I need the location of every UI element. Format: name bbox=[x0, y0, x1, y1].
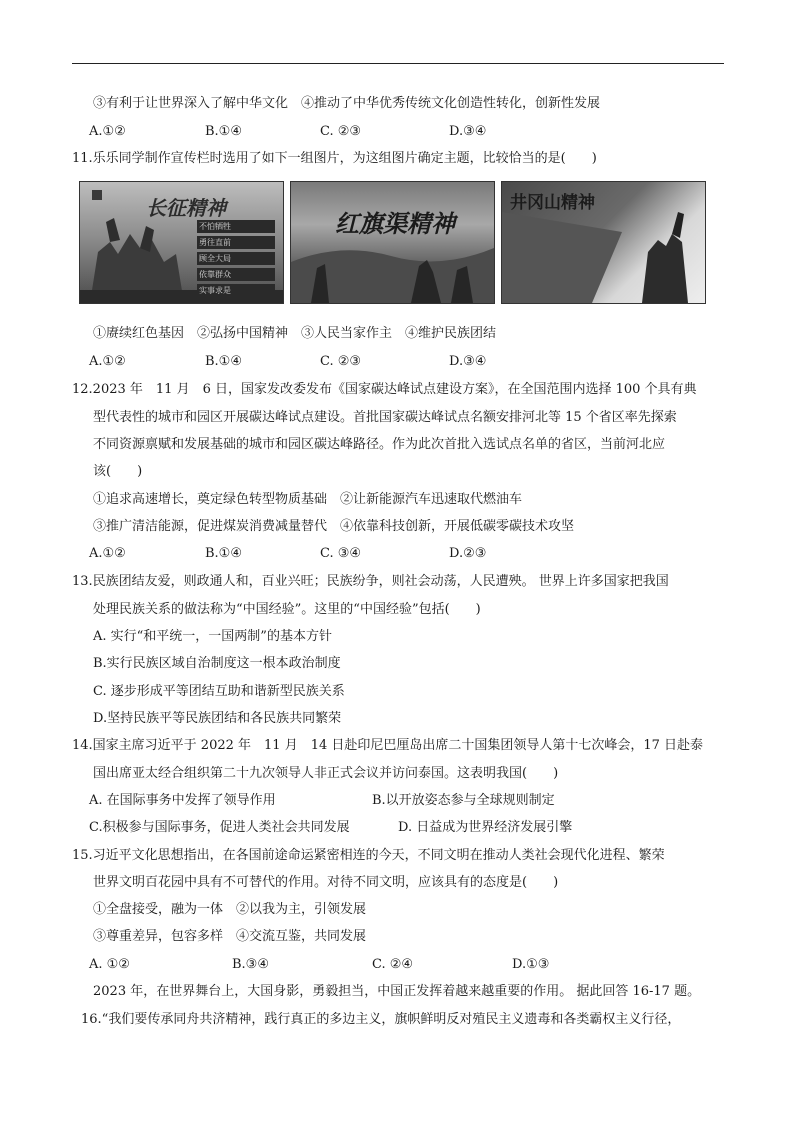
photo-1-slogans bbox=[197, 220, 275, 300]
q10-option-d: D.③④ bbox=[449, 124, 487, 139]
q15-option-d: D.①③ bbox=[512, 957, 550, 972]
q12-option-a: A.①② bbox=[89, 546, 126, 561]
q13-option-b: B.实行民族区域自治制度这一根本政治制度 bbox=[93, 656, 341, 671]
q13-option-d: D.坚持民族平等民族团结和各民族共同繁荣 bbox=[93, 711, 342, 726]
photo-2-caption: 红旗渠精神 bbox=[335, 209, 455, 238]
q11-items: ①赓续红色基因 ②弘扬中国精神 ③人民当家作主 ④维护民族团结 bbox=[93, 326, 497, 341]
q12-option-d: D.②③ bbox=[449, 546, 487, 561]
slogan-1: 不怕牺牲 bbox=[197, 220, 275, 233]
q12-line-4: 该( ) bbox=[93, 464, 143, 479]
q12-items-1: ①追求高速增长，奠定绿色转型物质基础 ②让新能源汽车迅速取代燃油车 bbox=[93, 492, 523, 507]
q10-option-c: C. ②③ bbox=[320, 124, 362, 139]
slogan-3: 顾全大局 bbox=[197, 252, 275, 265]
intro-16-17: 2023 年，在世界舞台上，大国身影，勇毅担当，中国正发挥着越来越重要的作用。 据此回答 16-17 题。 bbox=[93, 984, 701, 999]
photo-jinggangshan-spirit bbox=[501, 181, 706, 304]
q15-line-1: 15.习近平文化思想指出，在各国前途命运紧密相连的今天，不同文明在推动人类社会现代化进程、繁荣 bbox=[72, 848, 665, 863]
q14-option-b: B.以开放姿态参与全球规则制定 bbox=[372, 793, 555, 808]
q10-items: ③有利于让世界深入了解中华文化 ④推动了中华优秀传统文化创造性转化，创新性发展 bbox=[93, 96, 601, 111]
q12-option-b: B.①④ bbox=[205, 546, 242, 561]
photo-1-caption: 长征精神 bbox=[146, 196, 226, 220]
q15-option-a: A. ①② bbox=[89, 957, 130, 972]
q14-line-2: 国出席亚太经合组织第二十九次领导人非正式会议并访问泰国。这表明我国( ) bbox=[93, 766, 559, 781]
q14-option-a: A. 在国际事务中发挥了领导作用 bbox=[89, 793, 276, 808]
q12-option-c: C. ③④ bbox=[320, 546, 362, 561]
photo-3-caption: 井冈山精神 bbox=[510, 193, 595, 213]
q15-line-2: 世界文明百花园中具有不可替代的作用。对待不同文明，应该具有的态度是( ) bbox=[93, 875, 559, 890]
slogan-5: 实事求是 bbox=[197, 284, 275, 297]
q11-option-b: B.①④ bbox=[205, 354, 242, 369]
q11-option-a: A.①② bbox=[89, 354, 126, 369]
q15-option-b: B.③④ bbox=[232, 957, 269, 972]
q16-line-1: 16.“我们要传承同舟共济精神，践行真正的多边主义，旗帜鲜明反对殖民主义遗毒和各类霸权主义行径， bbox=[81, 1012, 681, 1027]
q10-option-a: A.①② bbox=[89, 124, 126, 139]
q12-line-3: 不同资源禀赋和发展基础的城市和园区碳达峰路径。作为此次首批入选试点名单的省区，当前河北应 bbox=[93, 437, 666, 452]
q12-line-2: 型代表性的城市和园区开展碳达峰试点建设。首批国家碳达峰试点名额安排河北等 15 个省区率先探索 bbox=[93, 410, 677, 425]
q11-option-d: D.③④ bbox=[449, 354, 487, 369]
q15-items-1: ①全盘接受，融为一体 ②以我为主，引领发展 bbox=[93, 902, 367, 917]
q11-option-c: C. ②③ bbox=[320, 354, 362, 369]
q12-line-1: 12.2023 年 11 月 6 日，国家发改委发布《国家碳达峰试点建设方案》，在全国范围内选择 100 个具有典 bbox=[72, 382, 697, 397]
slogan-2: 勇往直前 bbox=[197, 236, 275, 249]
q14-line-1: 14.国家主席习近平于 2022 年 11 月 14 日赴印尼巴厘岛出席二十国集团领导人第十七次峰会，17 日赴泰 bbox=[72, 738, 704, 753]
q15-option-c: C. ②④ bbox=[372, 957, 414, 972]
photo-red-flag-canal-spirit bbox=[290, 181, 495, 304]
q12-items-2: ③推广清洁能源，促进煤炭消费减量替代 ④依靠科技创新，开展低碳零碳技术攻坚 bbox=[93, 519, 575, 534]
q13-line-1: 13.民族团结友爱，则政通人和，百业兴旺；民族纷争，则社会动荡，人民遭殃。 世界上许多国家把我国 bbox=[72, 574, 669, 589]
q14-option-c: C.积极参与国际事务，促进人类社会共同发展 bbox=[89, 820, 350, 835]
q15-items-2: ③尊重差异，包容多样 ④交流互鉴，共同发展 bbox=[93, 929, 367, 944]
q11-stem: 11.乐乐同学制作宣传栏时选用了如下一组图片，为这组图片确定主题，比较恰当的是( ) bbox=[72, 151, 597, 166]
header-rule bbox=[72, 63, 724, 64]
workers-silhouette-icon bbox=[291, 182, 494, 303]
q13-option-c: C. 逐步形成平等团结互助和谐新型民族关系 bbox=[93, 684, 345, 699]
q13-line-2: 处理民族关系的做法称为“中国经验”。这里的“中国经验”包括( ) bbox=[93, 602, 481, 617]
q14-option-d: D. 日益成为世界经济发展引擎 bbox=[398, 820, 573, 835]
photo-long-march-spirit bbox=[79, 181, 284, 304]
slogan-4: 依靠群众 bbox=[197, 268, 275, 281]
q10-option-b: B.①④ bbox=[205, 124, 242, 139]
q13-option-a: A. 实行“和平统一，一国两制”的基本方针 bbox=[93, 629, 332, 644]
